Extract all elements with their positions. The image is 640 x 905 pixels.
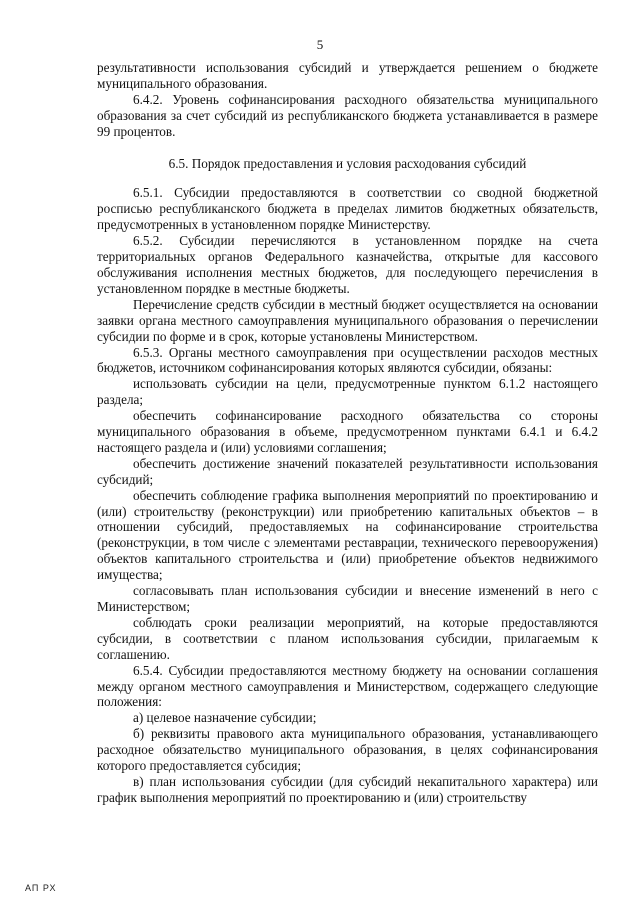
section-heading: 6.5. Порядок предоставления и условия расходования субсидий bbox=[168, 155, 527, 171]
list-item: б) реквизиты правового акта муниципального образования, устанавливающего расходное обязательство муниципального образования, в целях софинансирования которого предоставляется субсидия; bbox=[97, 726, 598, 774]
list-item: согласовывать план использования субсидии и внесение изменений в него с Министерством; bbox=[97, 583, 598, 614]
list-item: обеспечить достижение значений показателей результативности использования субсидий; bbox=[97, 455, 598, 487]
paragraph: 6.5.4. Субсидии предоставляются местному бюджету на основании соглашения между органом местного самоуправления и Министерством, содержащего следующие положения: bbox=[97, 662, 598, 710]
paragraph: 6.5.1. Субсидии предоставляются в соответствии со сводной бюджетной росписью республиканского бюджета в пределах лимитов бюджетных обязательств, предусмотренных в установленном порядке Министерству. bbox=[97, 185, 598, 233]
paragraph: Перечисление средств субсидии в местный бюджет осуществляется на основании заявки органа местного самоуправления муниципального образования о перечислении субсидии по форме и в срок, которые установлены Министерством. bbox=[97, 296, 598, 344]
paragraph: 6.5.2. Субсидии перечисляются в установленном порядке на счета территориальных органов Федерального казначейства, открытые для кассового обслуживания исполнения местных бюджетов, для последующего перечисления в установленном порядке в местные бюджеты. bbox=[97, 233, 598, 296]
list-item: использовать субсидии на цели, предусмотренные пунктом 6.1.2 настоящего раздела; bbox=[97, 376, 598, 408]
paragraph: 6.4.2. Уровень софинансирования расходного обязательства муниципального образования за счет субсидий из республиканского бюджета устанавливается в размере 99 процентов. bbox=[97, 91, 598, 139]
list-item: а) целевое назначение субсидии; bbox=[133, 710, 317, 726]
list-item: соблюдать сроки реализации мероприятий, на которые предоставляются субсидии, в соответствии с планом использования субсидии, прилагаемым к соглашению. bbox=[97, 614, 598, 662]
paragraph: 6.5.3. Органы местного самоуправления при осуществлении расходов местных бюджетов, источником софинансирования которых являются субсидии, обязаны: bbox=[97, 344, 598, 376]
page-number: 5 bbox=[316, 37, 324, 52]
list-item: в) план использования субсидии (для субсидий некапитального характера) или график выполнения мероприятий по проектированию и (или) строительству bbox=[97, 773, 598, 805]
paragraph: результативности использования субсидий и утверждается решением о бюджете муниципального образования. bbox=[97, 60, 598, 91]
list-item: обеспечить софинансирование расходного обязательства со стороны муниципального образования в объеме, предусмотренном пунктами 6.4.1 и 6.4.2 настоящего раздела и (или) условиями соглашения; bbox=[97, 408, 598, 455]
footer-code: АП РХ bbox=[25, 883, 57, 893]
document-body bbox=[97, 60, 598, 806]
list-item: обеспечить соблюдение графика выполнения мероприятий по проектированию и (или) строительству (реконструкции) или приобретению капитальных объектов – в отношении субсидий, предоставляемых на софинансирование строительства (реконструкции, в том числе с элементами реставрации, технического перевооружения) объектов капитального строительства и (или) приобретение объектов недвижимого имущества; bbox=[97, 487, 598, 583]
